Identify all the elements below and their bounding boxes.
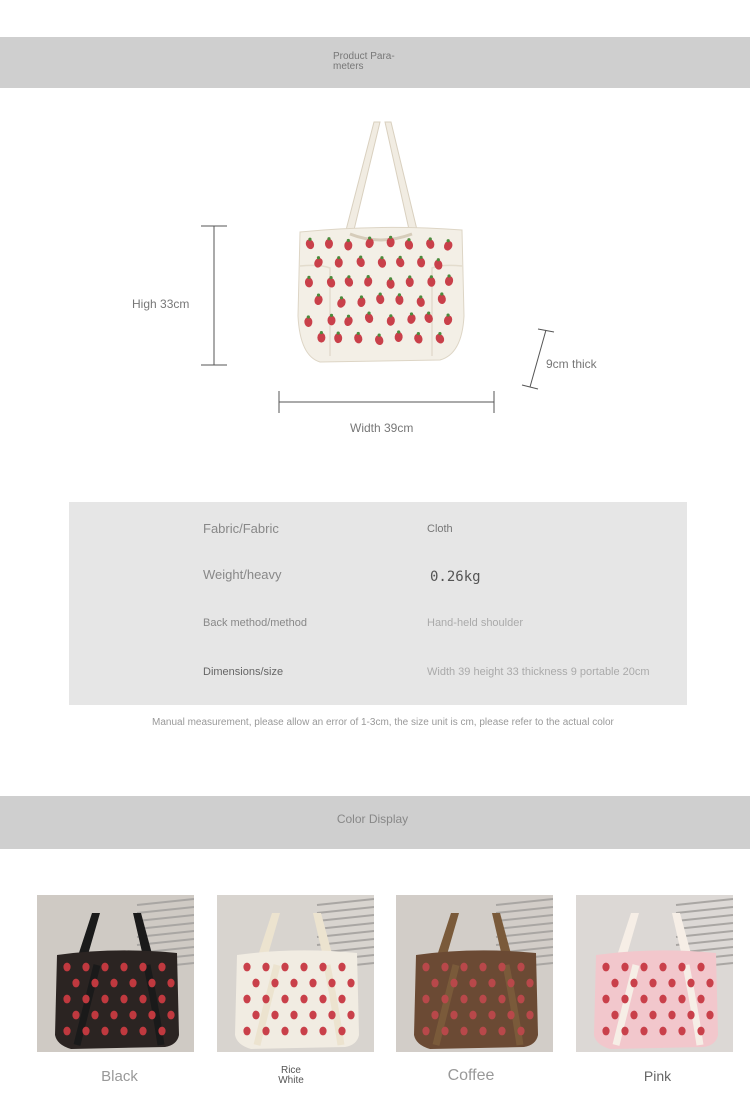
strawberry-dot — [706, 1011, 713, 1020]
strawberry-dot — [110, 1011, 117, 1020]
strawberry-dot — [488, 979, 495, 988]
strawberry-leaf — [437, 258, 440, 261]
strawberry-leaf — [410, 312, 413, 315]
strawberry-dot — [678, 995, 685, 1004]
strawberry-dot — [243, 963, 250, 972]
strawberry-dot — [640, 963, 647, 972]
strawberry-dot — [328, 1011, 335, 1020]
section-title-product-parameters: Product Para-meters — [333, 51, 395, 72]
color-swatch-black[interactable] — [37, 895, 194, 1052]
strawberry-leaf — [389, 314, 392, 317]
product-image-bag — [290, 116, 470, 366]
strawberry-leaf — [419, 295, 422, 298]
color-swatch-coffee[interactable] — [396, 895, 553, 1052]
strawberry-leaf — [447, 239, 450, 242]
strawberry-dot — [517, 995, 524, 1004]
strawberry-dot — [63, 963, 70, 972]
strawberry-dot — [621, 963, 628, 972]
strawberry-leaf — [357, 332, 360, 335]
strawberry-dot — [101, 995, 108, 1004]
strawberry-dot — [498, 1027, 505, 1036]
strawberry-leaf — [307, 276, 310, 279]
strawberry-leaf — [440, 292, 443, 295]
strawberry-leaf — [367, 311, 370, 314]
strawberry-dot — [101, 963, 108, 972]
strawberry-dot — [526, 1011, 533, 1020]
strawberry-dot — [621, 1027, 628, 1036]
strawberry-dot — [498, 963, 505, 972]
strawberry-leaf — [320, 331, 323, 334]
strawberry-dot — [347, 1011, 354, 1020]
strawberry-dot — [441, 963, 448, 972]
strawberry-dot — [517, 1027, 524, 1036]
strawberry-leaf — [347, 315, 350, 318]
strawberry-dot — [309, 1011, 316, 1020]
strawberry-dot — [507, 1011, 514, 1020]
strawberry-dot — [120, 1027, 127, 1036]
strawberry-leaf — [337, 332, 340, 335]
strawberry-leaf — [307, 315, 310, 318]
strawberry-leaf — [359, 256, 362, 259]
param-row-weight — [69, 567, 687, 587]
strawberry-leaf — [347, 239, 350, 242]
color-label-pink: Pink — [643, 1068, 672, 1084]
strawberry-dot — [139, 995, 146, 1004]
strawberry-dot — [431, 979, 438, 988]
strawberry-dot — [158, 963, 165, 972]
strawberry-dot — [271, 979, 278, 988]
strawberry-dot — [668, 1011, 675, 1020]
strawberry-dot — [659, 1027, 666, 1036]
strawberry-dot — [640, 995, 647, 1004]
strawberry-dot — [338, 963, 345, 972]
strawberry-dot — [300, 995, 307, 1004]
strawberry-dot — [252, 979, 259, 988]
param-value: 0.26kg — [430, 569, 481, 585]
strawberry-dot — [129, 1011, 136, 1020]
strawberry-dot — [678, 963, 685, 972]
strawberry-dot — [450, 979, 457, 988]
thickness-label: 9cm thick — [546, 357, 597, 371]
strawberry-leaf — [308, 238, 311, 241]
strawberry-dot — [706, 979, 713, 988]
strawberry-leaf — [379, 292, 382, 295]
strawberry-dot — [422, 1027, 429, 1036]
strawberry-dot — [649, 1011, 656, 1020]
strawberry-dot — [441, 995, 448, 1004]
strawberry-dot — [129, 979, 136, 988]
strawberry-dot — [262, 1027, 269, 1036]
strawberry-dot — [63, 1027, 70, 1036]
strawberry-leaf — [417, 332, 420, 335]
strawberry-leaf — [389, 277, 392, 280]
color-swatch-pink[interactable] — [576, 895, 733, 1052]
strawberry-dot — [271, 1011, 278, 1020]
strawberry-dot — [139, 1027, 146, 1036]
strawberry-dot — [300, 1027, 307, 1036]
param-key: Weight/heavy — [203, 567, 282, 582]
strawberry-dot — [281, 995, 288, 1004]
strawberry-leaf — [427, 312, 430, 315]
strawberry-leaf — [347, 275, 350, 278]
param-key: Back method/method — [203, 617, 307, 629]
strawberry-leaf — [317, 293, 320, 296]
strawberry-leaf — [438, 332, 441, 335]
strawberry-dot — [611, 1011, 618, 1020]
strawberry-dot — [139, 963, 146, 972]
strawberry-leaf — [397, 330, 400, 333]
strawberry-leaf — [398, 293, 401, 296]
strawberry-dot — [110, 979, 117, 988]
strawberry-dot — [479, 995, 486, 1004]
width-label: Width 39cm — [350, 421, 414, 435]
param-value: Hand-held shoulder — [427, 617, 524, 629]
strawberry-dot — [526, 979, 533, 988]
strawberry-dot — [649, 979, 656, 988]
parameters-table — [69, 502, 687, 705]
strawberry-leaf — [330, 314, 333, 317]
strawberry-dot — [602, 995, 609, 1004]
strawberry-dot — [678, 1027, 685, 1036]
strawberry-leaf — [447, 274, 450, 277]
strawberry-dot — [630, 1011, 637, 1020]
strawberry-leaf — [389, 236, 392, 239]
param-row-back-method — [69, 617, 687, 637]
strawberry-leaf — [378, 334, 381, 337]
strawberry-dot — [602, 963, 609, 972]
strawberry-leaf — [446, 314, 449, 317]
strawberry-dot — [687, 979, 694, 988]
strawberry-dot — [167, 979, 174, 988]
strawberry-dot — [82, 963, 89, 972]
color-label-rice-white: Rice White — [278, 1065, 304, 1086]
color-swatch-rice-white[interactable] — [217, 895, 374, 1052]
strawberry-dot — [72, 979, 79, 988]
strawberry-dot — [309, 979, 316, 988]
strawberry-dot — [72, 1011, 79, 1020]
strawberry-dot — [243, 995, 250, 1004]
param-row-dimensions — [69, 666, 687, 686]
measurement-note: Manual measurement, please allow an error of 1-3cm, the size unit is cm, please refer to the actual color — [152, 717, 614, 728]
strawberry-dot — [338, 1027, 345, 1036]
strawberry-leaf — [429, 237, 432, 240]
height-label: High 33cm — [132, 297, 190, 311]
strawberry-dot — [697, 1027, 704, 1036]
strawberry-dot — [602, 1027, 609, 1036]
height-dimension-line — [195, 222, 235, 372]
param-value: Width 39 height 33 thickness 9 portable 20cm — [427, 666, 650, 678]
strawberry-dot — [611, 979, 618, 988]
strawberry-dot — [479, 1027, 486, 1036]
color-label-coffee: Coffee — [447, 1067, 495, 1084]
strawberry-dot — [82, 1027, 89, 1036]
strawberry-dot — [668, 979, 675, 988]
color-label-black: Black — [101, 1068, 138, 1085]
strawberry-dot — [479, 963, 486, 972]
strawberry-leaf — [337, 256, 340, 259]
strawberry-dot — [431, 1011, 438, 1020]
strawberry-leaf — [430, 275, 433, 278]
strawberry-dot — [91, 979, 98, 988]
width-dimension-line — [274, 388, 500, 418]
strawberry-dot — [262, 995, 269, 1004]
strawberry-dot — [441, 1027, 448, 1036]
strawberry-leaf — [399, 256, 402, 259]
param-key: Dimensions/size — [203, 666, 284, 678]
strawberry-dot — [300, 963, 307, 972]
strawberry-dot — [640, 1027, 647, 1036]
strawberry-dot — [697, 963, 704, 972]
strawberry-dot — [167, 1011, 174, 1020]
strawberry-dot — [697, 995, 704, 1004]
strawberry-dot — [158, 1027, 165, 1036]
strawberry-dot — [687, 1011, 694, 1020]
strawberry-dot — [243, 1027, 250, 1036]
strawberry-dot — [507, 979, 514, 988]
strawberry-dot — [450, 1011, 457, 1020]
strawberry-dot — [460, 1027, 467, 1036]
strawberry-leaf — [360, 295, 363, 298]
strawberry-dot — [422, 963, 429, 972]
strawberry-dot — [252, 1011, 259, 1020]
strawberry-dot — [469, 1011, 476, 1020]
strawberry-leaf — [367, 275, 370, 278]
strawberry-dot — [630, 979, 637, 988]
strawberry-dot — [621, 995, 628, 1004]
strawberry-dot — [281, 963, 288, 972]
strawberry-dot — [319, 995, 326, 1004]
strawberry-dot — [101, 1027, 108, 1036]
strawberry-dot — [422, 995, 429, 1004]
strawberry-dot — [148, 1011, 155, 1020]
strawberry-dot — [91, 1011, 98, 1020]
param-value: Cloth — [427, 523, 453, 535]
strawberry-leaf — [368, 237, 371, 240]
strawberry-dot — [262, 963, 269, 972]
strawberry-leaf — [327, 237, 330, 240]
strawberry-dot — [328, 979, 335, 988]
strawberry-leaf — [419, 256, 422, 259]
strawberry-leaf — [340, 296, 343, 299]
strawberry-dot — [148, 979, 155, 988]
strawberry-dot — [82, 995, 89, 1004]
strawberry-dot — [319, 1027, 326, 1036]
strawberry-dot — [460, 963, 467, 972]
strawberry-dot — [290, 979, 297, 988]
strawberry-leaf — [380, 256, 383, 259]
param-row-fabric — [69, 521, 687, 541]
strawberry-leaf — [407, 238, 410, 241]
strawberry-dot — [659, 963, 666, 972]
strawberry-leaf — [329, 276, 332, 279]
strawberry-dot — [120, 963, 127, 972]
strawberry-dot — [347, 979, 354, 988]
strawberry-leaf — [317, 256, 320, 259]
strawberry-dot — [120, 995, 127, 1004]
strawberry-dot — [517, 963, 524, 972]
strawberry-dot — [338, 995, 345, 1004]
strawberry-dot — [488, 1011, 495, 1020]
strawberry-leaf — [408, 275, 411, 278]
strawberry-dot — [63, 995, 70, 1004]
strawberry-dot — [469, 979, 476, 988]
strawberry-dot — [290, 1011, 297, 1020]
strawberry-dot — [659, 995, 666, 1004]
strawberry-dot — [498, 995, 505, 1004]
strawberry-dot — [281, 1027, 288, 1036]
strawberry-dot — [460, 995, 467, 1004]
section-title-color-display: Color Display — [336, 812, 409, 826]
strawberry-dot — [158, 995, 165, 1004]
strawberry-dot — [319, 963, 326, 972]
param-key: Fabric/Fabric — [203, 521, 279, 536]
